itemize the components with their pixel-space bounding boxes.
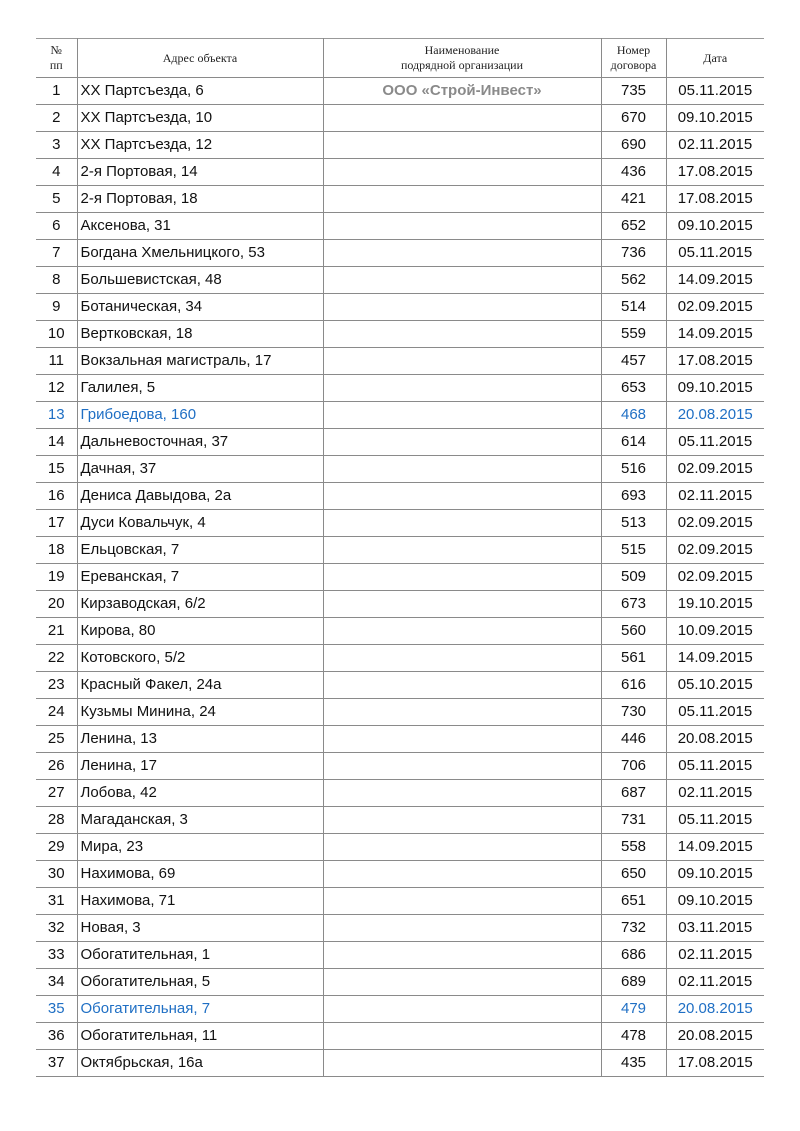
row-address: Котовского, 5/2 bbox=[77, 645, 323, 672]
row-date: 02.11.2015 bbox=[666, 780, 764, 807]
row-date: 14.09.2015 bbox=[666, 645, 764, 672]
header-organization: Наименование подрядной организации bbox=[323, 39, 601, 78]
row-address: Красный Факел, 24а bbox=[77, 672, 323, 699]
table-row bbox=[36, 105, 764, 132]
row-address: Обогатительная, 7 bbox=[77, 996, 323, 1023]
row-contract-number: 479 bbox=[601, 996, 666, 1023]
row-organization bbox=[323, 348, 601, 375]
table-row bbox=[36, 402, 764, 429]
table-row bbox=[36, 429, 764, 456]
row-date: 09.10.2015 bbox=[666, 375, 764, 402]
row-address: 2-я Портовая, 14 bbox=[77, 159, 323, 186]
row-address: Кирзаводская, 6/2 bbox=[77, 591, 323, 618]
row-date: 14.09.2015 bbox=[666, 267, 764, 294]
row-number: 28 bbox=[36, 807, 77, 834]
row-address: Лобова, 42 bbox=[77, 780, 323, 807]
row-number: 6 bbox=[36, 213, 77, 240]
row-organization bbox=[323, 483, 601, 510]
row-contract-number: 558 bbox=[601, 834, 666, 861]
row-address: Обогатительная, 11 bbox=[77, 1023, 323, 1050]
row-organization bbox=[323, 294, 601, 321]
row-organization bbox=[323, 564, 601, 591]
row-contract-number: 515 bbox=[601, 537, 666, 564]
row-number: 13 bbox=[36, 402, 77, 429]
table-row bbox=[36, 186, 764, 213]
row-number: 33 bbox=[36, 942, 77, 969]
row-contract-number: 559 bbox=[601, 321, 666, 348]
row-number: 14 bbox=[36, 429, 77, 456]
row-address: Нахимова, 69 bbox=[77, 861, 323, 888]
row-address: Вокзальная магистраль, 17 bbox=[77, 348, 323, 375]
row-date: 20.08.2015 bbox=[666, 726, 764, 753]
header-contract-number: Номер договора bbox=[601, 39, 666, 78]
row-contract-number: 513 bbox=[601, 510, 666, 537]
row-contract-number: 653 bbox=[601, 375, 666, 402]
row-contract-number: 478 bbox=[601, 1023, 666, 1050]
row-number: 9 bbox=[36, 294, 77, 321]
row-date: 05.11.2015 bbox=[666, 78, 764, 105]
row-contract-number: 516 bbox=[601, 456, 666, 483]
row-organization bbox=[323, 699, 601, 726]
row-contract-number: 730 bbox=[601, 699, 666, 726]
row-number: 11 bbox=[36, 348, 77, 375]
row-number: 23 bbox=[36, 672, 77, 699]
row-date: 05.11.2015 bbox=[666, 699, 764, 726]
row-organization bbox=[323, 618, 601, 645]
row-number: 18 bbox=[36, 537, 77, 564]
row-number: 30 bbox=[36, 861, 77, 888]
row-number: 21 bbox=[36, 618, 77, 645]
table-row bbox=[36, 618, 764, 645]
row-organization bbox=[323, 429, 601, 456]
row-date: 17.08.2015 bbox=[666, 1050, 764, 1077]
row-address: XX Партсъезда, 10 bbox=[77, 105, 323, 132]
row-address: XX Партсъезда, 12 bbox=[77, 132, 323, 159]
row-contract-number: 435 bbox=[601, 1050, 666, 1077]
table-row bbox=[36, 537, 764, 564]
row-date: 05.11.2015 bbox=[666, 240, 764, 267]
row-organization bbox=[323, 321, 601, 348]
row-number: 32 bbox=[36, 915, 77, 942]
header-number: № пп bbox=[36, 39, 77, 78]
row-number: 7 bbox=[36, 240, 77, 267]
table-row bbox=[36, 294, 764, 321]
row-address: Кирова, 80 bbox=[77, 618, 323, 645]
row-address: XX Партсъезда, 6 bbox=[77, 78, 323, 105]
table-row bbox=[36, 78, 764, 105]
row-address: Ботаническая, 34 bbox=[77, 294, 323, 321]
row-contract-number: 421 bbox=[601, 186, 666, 213]
row-contract-number: 514 bbox=[601, 294, 666, 321]
row-address: Ереванская, 7 bbox=[77, 564, 323, 591]
row-address: Галилея, 5 bbox=[77, 375, 323, 402]
row-address: Дальневосточная, 37 bbox=[77, 429, 323, 456]
row-date: 20.08.2015 bbox=[666, 996, 764, 1023]
row-address: Большевистская, 48 bbox=[77, 267, 323, 294]
row-contract-number: 686 bbox=[601, 942, 666, 969]
row-number: 27 bbox=[36, 780, 77, 807]
table-row bbox=[36, 267, 764, 294]
table-row bbox=[36, 510, 764, 537]
row-date: 02.09.2015 bbox=[666, 456, 764, 483]
row-date: 17.08.2015 bbox=[666, 159, 764, 186]
row-address: 2-я Портовая, 18 bbox=[77, 186, 323, 213]
row-organization bbox=[323, 186, 601, 213]
row-date: 09.10.2015 bbox=[666, 105, 764, 132]
row-organization bbox=[323, 807, 601, 834]
row-contract-number: 616 bbox=[601, 672, 666, 699]
table-row bbox=[36, 888, 764, 915]
row-number: 12 bbox=[36, 375, 77, 402]
row-date: 02.11.2015 bbox=[666, 483, 764, 510]
table-row bbox=[36, 132, 764, 159]
table-row bbox=[36, 564, 764, 591]
header-date: Дата bbox=[666, 39, 764, 78]
row-number: 10 bbox=[36, 321, 77, 348]
header-address: Адрес объекта bbox=[77, 39, 323, 78]
table-row bbox=[36, 456, 764, 483]
row-address: Ельцовская, 7 bbox=[77, 537, 323, 564]
row-organization bbox=[323, 1050, 601, 1077]
row-organization bbox=[323, 996, 601, 1023]
row-number: 24 bbox=[36, 699, 77, 726]
table-row bbox=[36, 672, 764, 699]
table-row bbox=[36, 483, 764, 510]
row-contract-number: 670 bbox=[601, 105, 666, 132]
row-number: 26 bbox=[36, 753, 77, 780]
row-number: 22 bbox=[36, 645, 77, 672]
table-row bbox=[36, 861, 764, 888]
row-address: Дениса Давыдова, 2а bbox=[77, 483, 323, 510]
table-row bbox=[36, 1023, 764, 1050]
row-organization bbox=[323, 834, 601, 861]
table-row bbox=[36, 915, 764, 942]
row-number: 19 bbox=[36, 564, 77, 591]
row-date: 02.11.2015 bbox=[666, 969, 764, 996]
row-contract-number: 560 bbox=[601, 618, 666, 645]
table-row bbox=[36, 1050, 764, 1077]
row-organization bbox=[323, 942, 601, 969]
row-address: Магаданская, 3 bbox=[77, 807, 323, 834]
row-number: 3 bbox=[36, 132, 77, 159]
row-address: Грибоедова, 160 bbox=[77, 402, 323, 429]
row-number: 29 bbox=[36, 834, 77, 861]
row-date: 09.10.2015 bbox=[666, 888, 764, 915]
row-address: Новая, 3 bbox=[77, 915, 323, 942]
row-date: 20.08.2015 bbox=[666, 1023, 764, 1050]
row-contract-number: 706 bbox=[601, 753, 666, 780]
row-contract-number: 735 bbox=[601, 78, 666, 105]
contracts-table bbox=[36, 38, 764, 1077]
row-organization bbox=[323, 213, 601, 240]
row-date: 03.11.2015 bbox=[666, 915, 764, 942]
row-address: Ленина, 13 bbox=[77, 726, 323, 753]
row-organization bbox=[323, 915, 601, 942]
row-contract-number: 736 bbox=[601, 240, 666, 267]
row-organization bbox=[323, 402, 601, 429]
header-row bbox=[36, 39, 764, 78]
row-contract-number: 651 bbox=[601, 888, 666, 915]
row-contract-number: 562 bbox=[601, 267, 666, 294]
row-date: 09.10.2015 bbox=[666, 213, 764, 240]
row-organization bbox=[323, 888, 601, 915]
table-row bbox=[36, 645, 764, 672]
table-row bbox=[36, 942, 764, 969]
row-organization bbox=[323, 591, 601, 618]
row-organization bbox=[323, 132, 601, 159]
table-row bbox=[36, 213, 764, 240]
row-number: 2 bbox=[36, 105, 77, 132]
row-number: 17 bbox=[36, 510, 77, 537]
table-row bbox=[36, 375, 764, 402]
row-date: 02.09.2015 bbox=[666, 294, 764, 321]
row-contract-number: 436 bbox=[601, 159, 666, 186]
row-date: 10.09.2015 bbox=[666, 618, 764, 645]
row-date: 17.08.2015 bbox=[666, 348, 764, 375]
row-number: 16 bbox=[36, 483, 77, 510]
row-date: 05.11.2015 bbox=[666, 429, 764, 456]
row-number: 4 bbox=[36, 159, 77, 186]
row-number: 25 bbox=[36, 726, 77, 753]
row-contract-number: 731 bbox=[601, 807, 666, 834]
row-contract-number: 673 bbox=[601, 591, 666, 618]
row-date: 02.11.2015 bbox=[666, 132, 764, 159]
row-date: 17.08.2015 bbox=[666, 186, 764, 213]
row-organization bbox=[323, 510, 601, 537]
row-date: 02.09.2015 bbox=[666, 537, 764, 564]
row-organization bbox=[323, 726, 601, 753]
row-organization bbox=[323, 645, 601, 672]
row-contract-number: 446 bbox=[601, 726, 666, 753]
row-address: Октябрьская, 16а bbox=[77, 1050, 323, 1077]
row-date: 19.10.2015 bbox=[666, 591, 764, 618]
row-number: 20 bbox=[36, 591, 77, 618]
row-address: Обогатительная, 1 bbox=[77, 942, 323, 969]
row-date: 20.08.2015 bbox=[666, 402, 764, 429]
table-row bbox=[36, 159, 764, 186]
table-row bbox=[36, 780, 764, 807]
row-date: 05.10.2015 bbox=[666, 672, 764, 699]
row-contract-number: 689 bbox=[601, 969, 666, 996]
row-contract-number: 693 bbox=[601, 483, 666, 510]
row-organization bbox=[323, 267, 601, 294]
row-number: 8 bbox=[36, 267, 77, 294]
row-organization bbox=[323, 105, 601, 132]
table-row bbox=[36, 969, 764, 996]
row-contract-number: 650 bbox=[601, 861, 666, 888]
row-organization bbox=[323, 969, 601, 996]
row-date: 05.11.2015 bbox=[666, 753, 764, 780]
row-number: 5 bbox=[36, 186, 77, 213]
row-date: 05.11.2015 bbox=[666, 807, 764, 834]
row-organization: ООО «Строй-Инвест» bbox=[323, 78, 601, 105]
row-contract-number: 561 bbox=[601, 645, 666, 672]
table-row bbox=[36, 834, 764, 861]
table-row bbox=[36, 591, 764, 618]
row-address: Вертковская, 18 bbox=[77, 321, 323, 348]
row-contract-number: 732 bbox=[601, 915, 666, 942]
row-organization bbox=[323, 672, 601, 699]
table-row bbox=[36, 240, 764, 267]
row-address: Нахимова, 71 bbox=[77, 888, 323, 915]
row-number: 34 bbox=[36, 969, 77, 996]
row-number: 36 bbox=[36, 1023, 77, 1050]
table-row bbox=[36, 996, 764, 1023]
row-contract-number: 614 bbox=[601, 429, 666, 456]
row-contract-number: 687 bbox=[601, 780, 666, 807]
row-number: 35 bbox=[36, 996, 77, 1023]
row-organization bbox=[323, 159, 601, 186]
row-address: Аксенова, 31 bbox=[77, 213, 323, 240]
row-organization bbox=[323, 240, 601, 267]
row-organization bbox=[323, 456, 601, 483]
row-contract-number: 509 bbox=[601, 564, 666, 591]
row-address: Ленина, 17 bbox=[77, 753, 323, 780]
row-organization bbox=[323, 1023, 601, 1050]
row-address: Мира, 23 bbox=[77, 834, 323, 861]
row-organization bbox=[323, 780, 601, 807]
row-address: Дуси Ковальчук, 4 bbox=[77, 510, 323, 537]
row-address: Дачная, 37 bbox=[77, 456, 323, 483]
row-date: 02.09.2015 bbox=[666, 510, 764, 537]
row-organization bbox=[323, 753, 601, 780]
row-contract-number: 457 bbox=[601, 348, 666, 375]
table-row bbox=[36, 699, 764, 726]
row-number: 1 bbox=[36, 78, 77, 105]
table-row bbox=[36, 753, 764, 780]
row-address: Богдана Хмельницкого, 53 bbox=[77, 240, 323, 267]
row-organization bbox=[323, 375, 601, 402]
row-date: 02.11.2015 bbox=[666, 942, 764, 969]
row-organization bbox=[323, 861, 601, 888]
row-contract-number: 652 bbox=[601, 213, 666, 240]
row-address: Обогатительная, 5 bbox=[77, 969, 323, 996]
row-number: 31 bbox=[36, 888, 77, 915]
row-address: Кузьмы Минина, 24 bbox=[77, 699, 323, 726]
row-date: 14.09.2015 bbox=[666, 834, 764, 861]
row-contract-number: 468 bbox=[601, 402, 666, 429]
row-date: 09.10.2015 bbox=[666, 861, 764, 888]
row-number: 37 bbox=[36, 1050, 77, 1077]
table-row bbox=[36, 348, 764, 375]
table-row bbox=[36, 726, 764, 753]
row-organization bbox=[323, 537, 601, 564]
table-row bbox=[36, 321, 764, 348]
row-date: 02.09.2015 bbox=[666, 564, 764, 591]
table-row bbox=[36, 807, 764, 834]
row-number: 15 bbox=[36, 456, 77, 483]
row-date: 14.09.2015 bbox=[666, 321, 764, 348]
row-contract-number: 690 bbox=[601, 132, 666, 159]
